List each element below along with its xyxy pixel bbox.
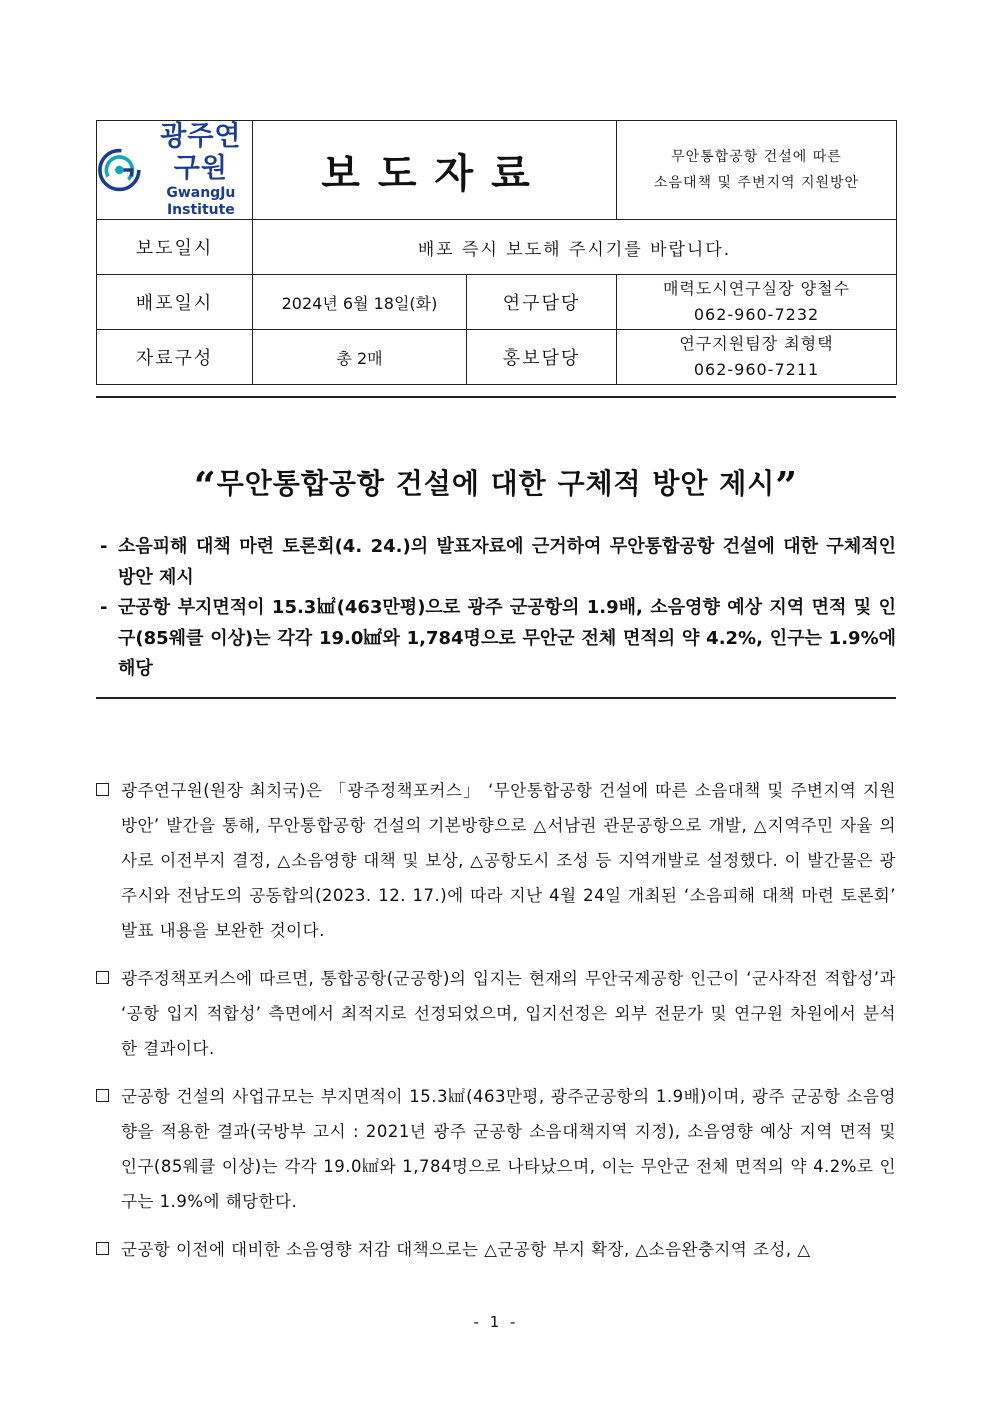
paragraph-text: 광주연구원(원장 최치국)은 「광주정책포커스」 ‘무안통합공항 건설에 따른 소음대책 및 주변지역 지원방안’ 발간을 통해, 무안통합공항 건설의 기본방향으로 △서남권 관문공항으로 개발, △지역주민 자율 의사로 이전부지 결정, △소음영향 대책 및 보상, △공항도시 조성 등 지역개발로 설정했다. 이 발간물은 광주시와 전남도의 공동합의(2023. 12. 17.)에 따라 지난 4월 24일 개최된 ‘소음피해 대책 마련 토론회’ 발표 내용을 보완한 것이다.	[121, 781, 896, 940]
paragraph-text: 군공항 건설의 사업규모는 부지면적이 15.3㎢(463만평, 광주군공항의 1.9배)이며, 광주 군공항 소음영향을 적용한 결과(국방부 고시 : 2021년 광주 군공항 소음대책지역 지정), 소음영향 예상 지역 면적 및 인구(85웨클 이상)는 각각 19.0㎢와 1,784명으로 나타났으며, 이는 무안군 전체 면적의 약 4.2%로 인구는 1.9%에 해당한다.	[121, 1087, 896, 1211]
press-header-table	[96, 120, 897, 385]
pr-contact	[617, 330, 897, 385]
logo-cell	[97, 121, 253, 220]
press-subject-line: 무안통합공항 건설에 따른	[671, 149, 842, 165]
summary-dash: -	[100, 536, 108, 557]
headline	[96, 462, 896, 508]
paragraph	[96, 773, 896, 948]
paragraph	[96, 1079, 896, 1219]
research-contact	[617, 275, 897, 330]
pr-contact-phone: 062-960-7211	[693, 360, 820, 379]
headline-close-quote: ”	[775, 463, 799, 508]
checkbox-bullet-icon	[96, 1089, 109, 1102]
pr-contact-label: 홍보담당	[467, 330, 617, 385]
gwangju-institute-emblem-icon	[97, 139, 142, 201]
logo-name-english: GwangJu Institute	[166, 185, 236, 218]
paragraph	[96, 1232, 896, 1267]
distribution-date-value: 2024년 6월 18일(화)	[253, 275, 467, 330]
research-contact-phone: 062-960-7232	[693, 305, 820, 324]
header-divider	[96, 396, 896, 398]
summary-divider	[96, 697, 896, 699]
checkbox-bullet-icon	[96, 971, 109, 984]
materials-value: 총 2매	[253, 330, 467, 385]
press-release-title: 보도자료	[253, 121, 617, 220]
summary-text: 군공항 부지면적이 15.3㎢(463만평)으로 광주 군공항의 1.9배, 소음영향 예상 지역 면적 및 인구(85웨클 이상)는 각각 19.0㎢와 1,784명으로 무안군 전체 면적의 약 4.2%, 인구는 1.9%에 해당	[118, 597, 896, 679]
summary-item	[96, 593, 896, 685]
press-subject-line: 소음대책 및 주변지역 지원방안	[653, 175, 860, 191]
headline-open-quote: “	[193, 463, 217, 508]
headline-text: 무안통합공항 건설에 대한 구체적 방안 제시	[216, 467, 776, 500]
summary-text: 소음피해 대책 마련 토론회(4. 24.)의 발표자료에 근거하여 무안통합공항 건설에 대한 구체적인 방안 제시	[118, 536, 896, 588]
pr-contact-name: 연구지원팀장 최형택	[679, 334, 834, 353]
press-subject	[617, 121, 897, 220]
summary-dash: -	[100, 597, 108, 618]
summary-item	[96, 532, 896, 593]
materials-label: 자료구성	[97, 330, 253, 385]
body-text	[96, 773, 896, 1267]
page-number: - 1 -	[473, 1313, 519, 1331]
paragraph-text: 군공항 이전에 대비한 소음영향 저감 대책으로는 △군공항 부지 확장, △소음완충지역 조성, △	[121, 1240, 811, 1259]
logo-name-korean: 광주연구원	[160, 121, 242, 184]
research-contact-label: 연구담당	[467, 275, 617, 330]
distribution-date-label: 배포일시	[97, 275, 253, 330]
checkbox-bullet-icon	[96, 1242, 109, 1255]
research-contact-name: 매력도시연구실장 양철수	[662, 279, 851, 298]
report-date-label: 보도일시	[97, 220, 253, 275]
summary-list	[96, 532, 896, 685]
paragraph-text: 광주정책포커스에 따르면, 통합공항(군공항)의 입지는 현재의 무안국제공항 인근이 ‘군사작전 적합성’과 ‘공항 입지 적합성’ 측면에서 최적지로 선정되었으며, 입지선정은 외부 전문가 및 연구원 차원에서 분석한 결과이다.	[121, 969, 896, 1058]
paragraph	[96, 961, 896, 1066]
checkbox-bullet-icon	[96, 783, 109, 796]
logo	[97, 121, 252, 219]
report-date-value: 배포 즉시 보도해 주시기를 바랍니다.	[253, 220, 897, 275]
